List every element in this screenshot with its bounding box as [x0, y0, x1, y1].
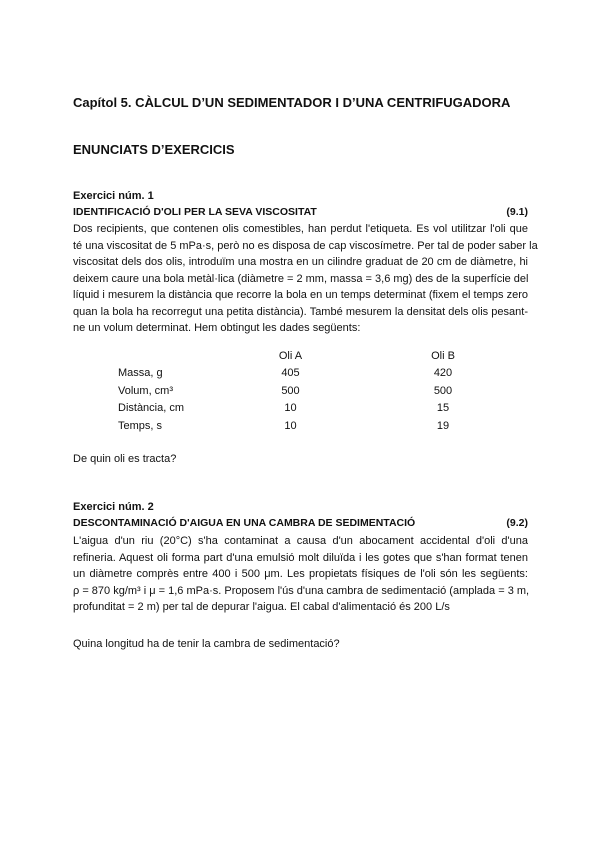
table-cell: 19 [436, 419, 450, 432]
statement-line: quan la bola ha recorregut una petita distància). També mesurem la densitat dels olis pesant- [73, 305, 528, 318]
table-cell: Massa, g [118, 367, 163, 380]
statement-line: Dos recipients, que contenen olis comestibles, han perdut l'etiqueta. Es vol utilitzar l'oli que [73, 223, 528, 235]
statement-line: un diàmetre comprès entre 400 i 500 μm. Les propietats físiques de l'oli són les següents: [73, 568, 528, 580]
table-cell: Distància, cm [118, 402, 185, 415]
table-cell: 420 [433, 367, 453, 380]
exercise-1-number: (9.1) [506, 206, 528, 218]
statement-line: ne un volum determinat. Hem obtingut les dades següents: [73, 322, 361, 334]
table-cell: 10 [284, 419, 297, 432]
table-header-row [118, 347, 533, 365]
table-cell: 15 [436, 402, 450, 415]
table-header: Oli A [278, 349, 303, 362]
table-cell: 10 [284, 402, 297, 415]
chapter-title: Capítol 5. CÀLCUL D’UN SEDIMENTADOR I D’UNA CENTRIFUGADORA [73, 95, 511, 110]
oil-data-table [118, 347, 533, 435]
table-row [118, 365, 533, 383]
statement-line: refineria. Aquest oli forma part d'una emulsió molt diluïda i les gotes que s'han format tenen [73, 551, 528, 564]
exercise-2-question: Quina longitud ha de tenir la cambra de sedimentació? [73, 638, 340, 650]
exercise-2-heading [73, 517, 528, 529]
statement-line: ρ = 870 kg/m³ i μ = 1,6 mPa·s. Proposem l'ús d'una cambra de sedimentació (amplada = 3 m, [73, 584, 530, 597]
exercise-2-label: Exercici núm. 2 [73, 501, 154, 513]
section-title: ENUNCIATS D’EXERCICIS [73, 142, 235, 157]
statement-line: viscositat dels dos olis, introduïm una mostra en un cilindre graduat de 20 cm de diàmetre, hi [73, 256, 528, 268]
table-cell: 500 [281, 384, 300, 397]
table-row [118, 417, 533, 435]
table-header: Oli B [431, 349, 455, 362]
table-header [118, 347, 228, 365]
table-cell: 405 [281, 367, 300, 380]
table-cell: Temps, s [118, 419, 163, 432]
statement-line: deixem caure una bola metàl·lica (diàmetre = 2 mm, massa = 3,6 mg) des de la superfície del [73, 272, 529, 285]
exercise-2-statement [73, 533, 528, 616]
table-row [118, 400, 533, 418]
statement-line: té una viscositat de 5 mPa·s, però no es disposa de cap viscosímetre. Per tal de poder saber la [73, 239, 538, 252]
statement-line: líquid i mesurem la distància que recorre la bola en un temps determinat (fixem el temps zero [73, 289, 528, 301]
exercise-1-label: Exercici núm. 1 [73, 190, 154, 202]
exercise-2-title: DESCONTAMINACIÓ D'AIGUA EN UNA CAMBRA DE SEDIMENTACIÓ [73, 517, 416, 529]
table-row [118, 382, 533, 400]
statement-line: profunditat = 2 m) per tal de depurar l'aigua. El cabal d'alimentació és 200 L/s [73, 601, 450, 613]
exercise-1-heading [73, 206, 528, 218]
exercise-2-number: (9.2) [506, 517, 528, 529]
statement-line: L'aigua d'un riu (20°C) s'ha contaminat a causa d'un abocament accidental d'oli d'una [73, 535, 528, 547]
exercise-1-question: De quin oli es tracta? [73, 453, 177, 465]
table-cell: 500 [433, 384, 453, 397]
exercise-1-title: IDENTIFICACIÓ D'OLI PER LA SEVA VISCOSITAT [73, 206, 317, 218]
exercise-1-statement [73, 221, 538, 337]
table-cell: Volum, cm³ [118, 384, 174, 397]
